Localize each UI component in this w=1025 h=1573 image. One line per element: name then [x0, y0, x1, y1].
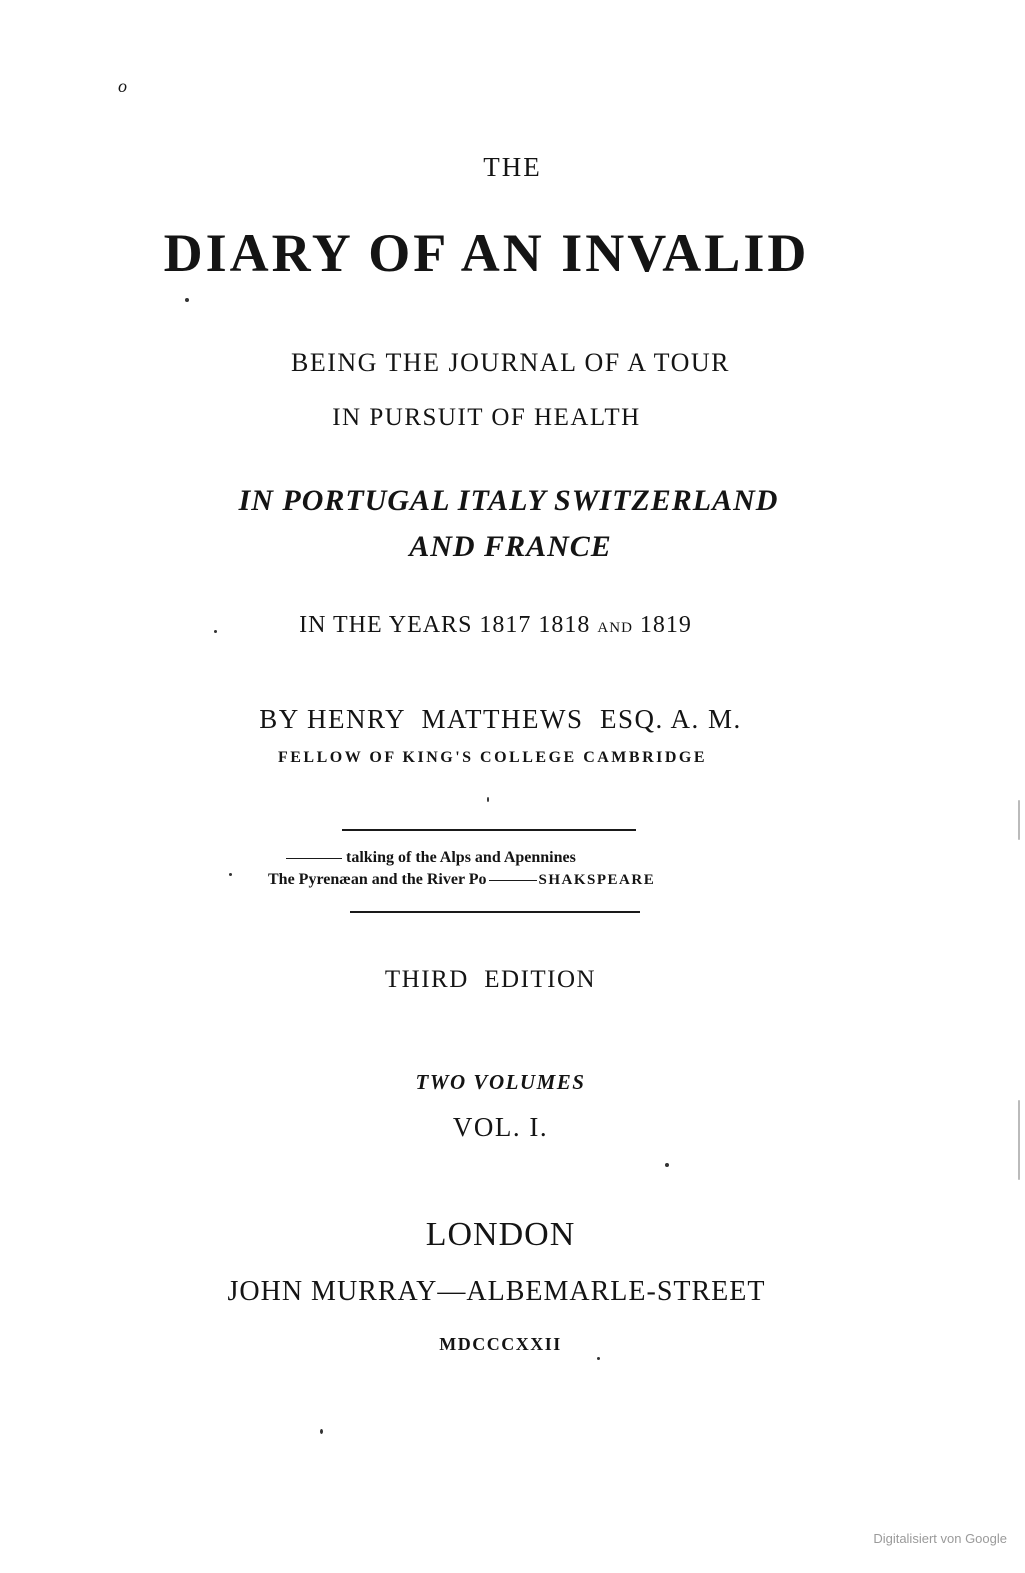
years-line	[0, 612, 1008, 639]
scan-speck	[1018, 1100, 1020, 1180]
scan-speck	[214, 630, 217, 633]
year-1817: 1817	[479, 612, 532, 638]
title-article: THE	[483, 152, 542, 182]
year-1819: 1819	[639, 612, 692, 638]
epigraph-attribution: SHAKSPEARE	[538, 872, 656, 888]
volumes-count: TWO VOLUMES	[415, 1070, 586, 1094]
epigraph-line-1	[286, 849, 576, 867]
places-line-1: IN PORTUGAL ITALY SWITZERLAND	[238, 484, 779, 517]
edition: THIRD EDITION	[384, 966, 597, 993]
imprint-city: LONDON	[425, 1216, 576, 1253]
scan-speck	[320, 1429, 323, 1434]
epigraph-dash	[286, 858, 342, 860]
scan-speck	[597, 1357, 600, 1360]
year-1818: 1818	[538, 612, 591, 638]
subtitle-line-2: IN PURSUIT OF HEALTH	[332, 404, 641, 431]
years-and: AND	[597, 620, 633, 636]
scan-speck	[487, 797, 489, 802]
book-title: DIARY OF AN INVALID	[163, 223, 810, 283]
epigraph-line-2	[268, 871, 655, 889]
imprint-date: MDCCCXXII	[439, 1334, 562, 1354]
subtitle-line-1: BEING THE JOURNAL OF A TOUR	[291, 348, 730, 377]
years-prefix: IN THE YEARS	[299, 612, 473, 638]
imprint-publisher: JOHN MURRAY—ALBEMARLE-STREET	[227, 1276, 766, 1307]
volume-number: VOL. I.	[452, 1112, 549, 1142]
author-affiliation: FELLOW OF KING'S COLLEGE CAMBRIDGE	[277, 749, 708, 766]
rule-top	[342, 829, 636, 831]
epigraph-dash-2	[489, 880, 537, 882]
scan-speck	[665, 1163, 669, 1167]
epigraph-text-1: talking of the Alps and Apennines	[346, 849, 576, 866]
rule-bottom	[350, 911, 640, 913]
scan-speck	[185, 298, 189, 302]
author-line: BY HENRY MATTHEWS ESQ. A. M.	[259, 704, 742, 734]
digitization-watermark: Digitalisiert von Google	[873, 1531, 1007, 1546]
scan-speck	[1018, 800, 1020, 840]
epigraph-text-2: The Pyrenæan and the River Po	[268, 871, 487, 888]
scan-speck	[229, 873, 232, 876]
places-line-2: AND FRANCE	[409, 530, 612, 563]
corner-mark: o	[118, 76, 127, 96]
